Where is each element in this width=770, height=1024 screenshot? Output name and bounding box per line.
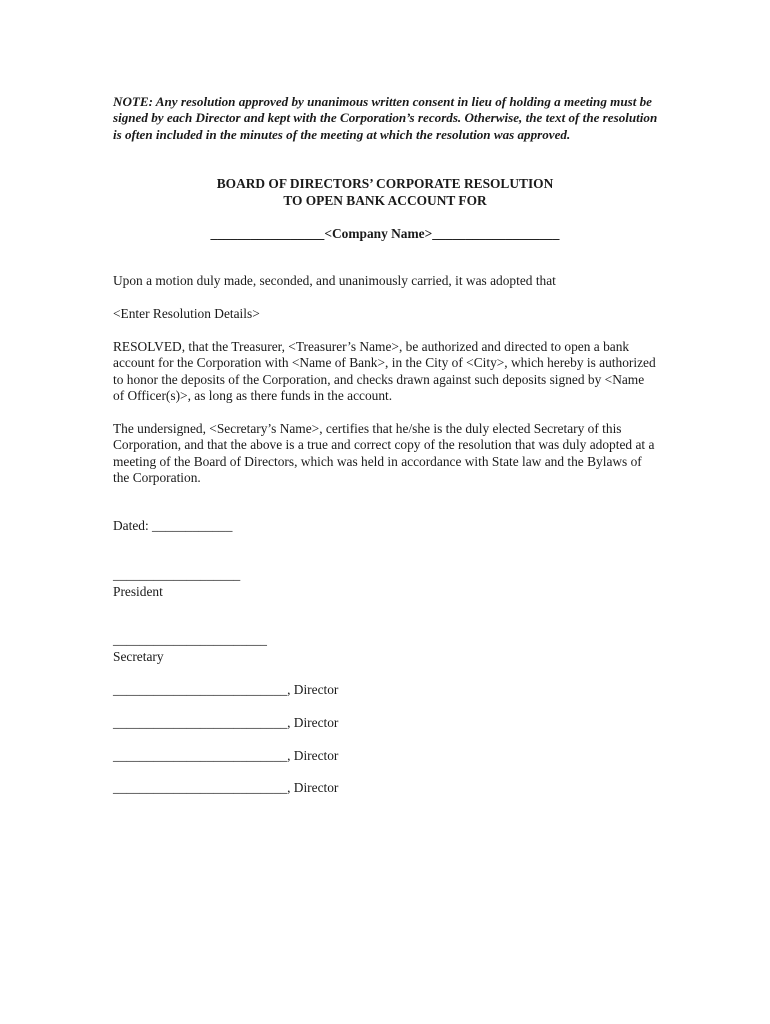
certification-paragraph: The undersigned, <Secretary’s Name>, certifies that he/she is the duly elected Secretary of this Corporation, and that the above is a true and correct copy of the resolution that was duly adopted at a meeting of the Board of Directors, which was held in accordance with State law and the Bylaws of the Corporation. <box>113 421 655 486</box>
president-signature-line: ___________________ <box>113 567 241 582</box>
document-title-line-2: TO OPEN BANK ACCOUNT FOR <box>283 193 487 208</box>
director-signature-line: __________________________, Director <box>113 748 339 763</box>
director-signature-line: __________________________, Director <box>113 682 339 697</box>
company-name-line: _________________<Company Name>___________________ <box>210 226 560 241</box>
director-signature-line: __________________________, Director <box>113 715 339 730</box>
dated-line: Dated: ____________ <box>113 518 233 533</box>
president-label: President <box>113 584 163 599</box>
director-signature-line: __________________________, Director <box>113 780 339 795</box>
motion-paragraph: Upon a motion duly made, seconded, and unanimously carried, it was adopted that <box>113 273 556 288</box>
resolved-paragraph: RESOLVED, that the Treasurer, <Treasurer’s Name>, be authorized and directed to open a bank account for the Corporation with <Name of Bank>, in the City of <City>, which hereby is authorized to honor the deposits of the Corporation, and checks drawn against such deposits signed by <Name of Officer(s)>, as long as there funds in the account. <box>113 339 656 404</box>
secretary-label: Secretary <box>113 649 164 664</box>
secretary-signature-line: _______________________ <box>113 632 267 647</box>
resolution-details-placeholder: <Enter Resolution Details> <box>113 306 260 321</box>
note-paragraph: NOTE: Any resolution approved by unanimous written consent in lieu of holding a meeting must be signed by each Director and kept with the Corporation’s records. Otherwise, the text of the resolution is often included in the minutes of the meeting at which the resolution was approved. <box>113 94 658 142</box>
document-title-line-1: BOARD OF DIRECTORS’ CORPORATE RESOLUTION <box>216 176 554 191</box>
